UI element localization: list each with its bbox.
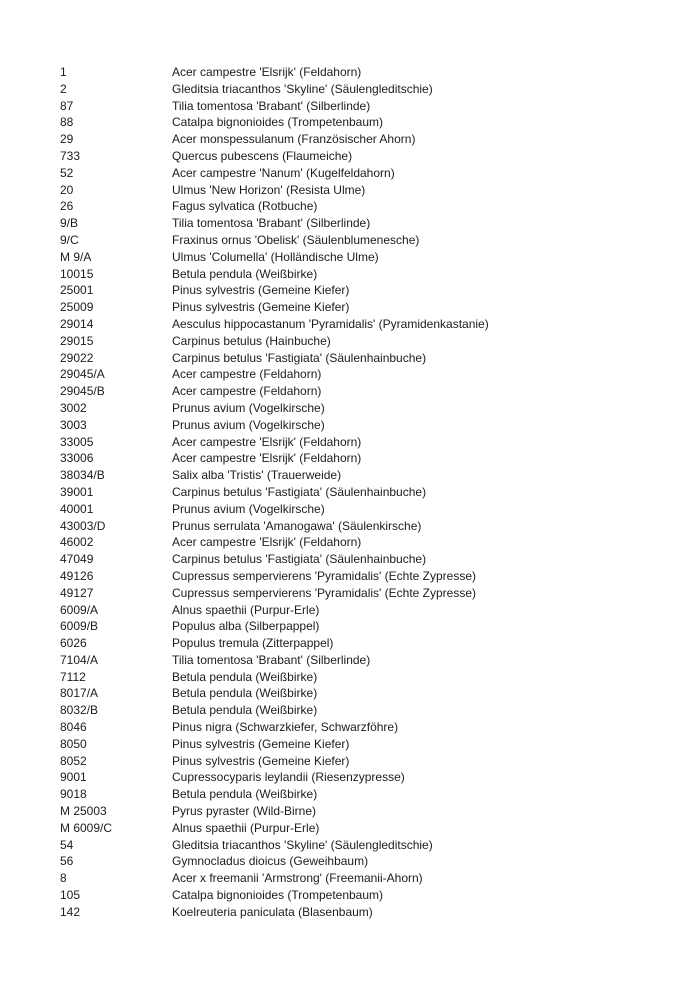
tree-id-label: 29 [60, 132, 74, 147]
tree-species-label: Acer monspessulanum (Französischer Ahorn) [172, 132, 416, 147]
tree-list-row [60, 585, 680, 602]
tree-id-label: M 9/A [60, 249, 92, 264]
tree-list-row [60, 400, 680, 417]
tree-species-label: Ulmus 'Columella' (Holländische Ulme) [172, 249, 379, 264]
tree-species-label: Tilia tomentosa 'Brabant' (Silberlinde) [172, 216, 371, 231]
tree-id-label: 9/C [60, 232, 79, 247]
tree-id-label: 8046 [60, 720, 87, 735]
tree-species-label: Prunus avium (Vogelkirsche) [172, 501, 325, 516]
tree-species-label: Pyrus pyraster (Wild-Birne) [172, 804, 317, 819]
tree-id-label: 49126 [60, 568, 94, 583]
tree-id-label: 3003 [60, 417, 87, 432]
tree-id-label: 29022 [60, 350, 94, 365]
tree-id-label: 20 [60, 182, 74, 197]
tree-species-label: Gleditsia triacanthos 'Skyline' (Säulengleditschie) [172, 837, 433, 852]
tree-id-label: 88 [60, 115, 74, 130]
tree-species-label: Cupressocyparis leylandii (Riesenzypresse) [172, 770, 405, 785]
tree-id-label: 733 [60, 148, 81, 163]
tree-id-label: 33006 [60, 451, 94, 466]
tree-id-label: M 25003 [60, 804, 107, 819]
tree-id-label: 43003/D [60, 518, 106, 533]
tree-list-row [60, 64, 680, 81]
tree-species-label: Betula pendula (Weißbirke) [172, 266, 318, 281]
tree-species-label: Acer campestre (Feldahorn) [172, 367, 322, 382]
tree-list-row [60, 568, 680, 585]
tree-list-row [60, 333, 680, 350]
tree-list-row [60, 182, 680, 199]
tree-species-label: Koelreuteria paniculata (Blasenbaum) [172, 904, 373, 919]
tree-id-label: 3002 [60, 400, 87, 415]
tree-list-row [60, 215, 680, 232]
tree-id-label: 29015 [60, 333, 94, 348]
tree-id-label: 29045/A [60, 367, 105, 382]
tree-list-row [60, 518, 680, 535]
tree-list-row [60, 803, 680, 820]
tree-list-row [60, 249, 680, 266]
tree-list-row [60, 685, 680, 702]
tree-list-row [60, 417, 680, 434]
tree-species-label: Pinus sylvestris (Gemeine Kiefer) [172, 283, 350, 298]
tree-id-label: 8 [60, 871, 67, 886]
tree-id-label: 8050 [60, 736, 87, 751]
tree-species-label: Acer campestre (Feldahorn) [172, 384, 322, 399]
tree-list-row [60, 652, 680, 669]
tree-species-label: Fagus sylvatica (Rotbuche) [172, 199, 318, 214]
tree-list-row [60, 904, 680, 921]
tree-list-row [60, 350, 680, 367]
tree-list-row [60, 98, 680, 115]
tree-list-row [60, 81, 680, 98]
tree-id-label: 105 [60, 888, 81, 903]
tree-species-label: Carpinus betulus (Hainbuche) [172, 333, 331, 348]
tree-id-label: 10015 [60, 266, 94, 281]
tree-species-label: Catalpa bignonioides (Trompetenbaum) [172, 888, 384, 903]
tree-list-row [60, 366, 680, 383]
tree-list-row [60, 702, 680, 719]
tree-id-label: 26 [60, 199, 74, 214]
tree-species-label: Betula pendula (Weißbirke) [172, 787, 318, 802]
tree-id-label: 1 [60, 65, 67, 79]
tree-species-label: Salix alba 'Tristis' (Trauerweide) [172, 468, 342, 483]
tree-species-label: Carpinus betulus 'Fastigiata' (Säulenhainbuche) [172, 552, 427, 567]
tree-species-label: Carpinus betulus 'Fastigiata' (Säulenhainbuche) [172, 484, 427, 499]
tree-species-label: Quercus pubescens (Flaumeiche) [172, 148, 353, 163]
tree-id-label: M 6009/C [60, 820, 113, 835]
tree-id-label: 9/B [60, 216, 79, 231]
tree-id-label: 6009/A [60, 602, 99, 617]
tree-list-row [60, 769, 680, 786]
tree-id-label: 6026 [60, 636, 87, 651]
tree-species-label: Carpinus betulus 'Fastigiata' (Säulenhainbuche) [172, 350, 427, 365]
tree-species-label: Cupressus sempervierens 'Pyramidalis' (Echte Zypresse) [172, 568, 477, 583]
tree-id-label: 6009/B [60, 619, 99, 634]
tree-species-label: Pinus sylvestris (Gemeine Kiefer) [172, 736, 350, 751]
tree-list-row [60, 837, 680, 854]
tree-id-label: 29045/B [60, 384, 105, 399]
tree-species-label: Betula pendula (Weißbirke) [172, 669, 318, 684]
tree-list-row [60, 282, 680, 299]
tree-list-row [60, 198, 680, 215]
tree-species-label: Prunus serrulata 'Amanogawa' (Säulenkirsche) [172, 518, 422, 533]
tree-species-label: Prunus avium (Vogelkirsche) [172, 400, 325, 415]
tree-species-label: Aesculus hippocastanum 'Pyramidalis' (Pyramidenkastanie) [172, 316, 489, 331]
tree-list-row [60, 736, 680, 753]
tree-species-label: Pinus nigra (Schwarzkiefer, Schwarzföhre) [172, 720, 399, 735]
tree-list-row [60, 299, 680, 316]
tree-list [60, 64, 680, 921]
tree-list-row [60, 853, 680, 870]
tree-id-label: 2 [60, 81, 67, 96]
tree-species-label: Acer campestre 'Elsrijk' (Feldahorn) [172, 451, 362, 466]
tree-id-label: 9001 [60, 770, 87, 785]
tree-id-label: 54 [60, 837, 74, 852]
tree-list-row [60, 148, 680, 165]
tree-list-row [60, 450, 680, 467]
tree-species-label: Acer x freemanii 'Armstrong' (Freemanii-Ahorn) [172, 871, 423, 886]
tree-species-label: Acer campestre 'Elsrijk' (Feldahorn) [172, 535, 362, 550]
tree-list-row [60, 870, 680, 887]
tree-species-label: Catalpa bignonioides (Trompetenbaum) [172, 115, 384, 130]
tree-id-label: 56 [60, 854, 74, 869]
tree-id-label: 87 [60, 98, 74, 113]
tree-list-row [60, 551, 680, 568]
tree-species-label: Ulmus 'New Horizon' (Resista Ulme) [172, 182, 366, 197]
tree-id-label: 8032/B [60, 703, 99, 718]
tree-list-row [60, 635, 680, 652]
tree-id-label: 7112 [60, 669, 86, 684]
tree-species-label: Pinus sylvestris (Gemeine Kiefer) [172, 753, 350, 768]
tree-list-row [60, 114, 680, 131]
tree-list-row [60, 316, 680, 333]
tree-list-row [60, 820, 680, 837]
tree-species-label: Populus alba (Silberpappel) [172, 619, 320, 634]
tree-species-label: Acer campestre 'Elsrijk' (Feldahorn) [172, 65, 362, 79]
tree-list-row [60, 383, 680, 400]
tree-list-row [60, 602, 680, 619]
tree-list-row [60, 786, 680, 803]
tree-species-label: Pinus sylvestris (Gemeine Kiefer) [172, 300, 350, 315]
tree-species-label: Gymnocladus dioicus (Geweihbaum) [172, 854, 369, 869]
tree-species-label: Acer campestre 'Elsrijk' (Feldahorn) [172, 434, 362, 449]
tree-list-row [60, 887, 680, 904]
tree-list-row [60, 434, 680, 451]
tree-species-label: Betula pendula (Weißbirke) [172, 686, 318, 701]
tree-species-label: Alnus spaethii (Purpur-Erle) [172, 820, 320, 835]
tree-id-label: 8052 [60, 753, 87, 768]
tree-species-label: Betula pendula (Weißbirke) [172, 703, 318, 718]
tree-id-label: 39001 [60, 484, 94, 499]
tree-id-label: 7104/A [60, 652, 99, 667]
tree-list-row [60, 165, 680, 182]
tree-list-row [60, 232, 680, 249]
tree-id-label: 25001 [60, 283, 94, 298]
tree-species-label: Cupressus sempervierens 'Pyramidalis' (Echte Zypresse) [172, 585, 477, 600]
tree-id-label: 49127 [60, 585, 94, 600]
tree-species-label: Tilia tomentosa 'Brabant' (Silberlinde) [172, 652, 371, 667]
tree-species-label: Acer campestre 'Nanum' (Kugelfeldahorn) [172, 165, 395, 180]
tree-id-label: 38034/B [60, 468, 105, 483]
tree-id-label: 40001 [60, 501, 94, 516]
tree-species-label: Alnus spaethii (Purpur-Erle) [172, 602, 320, 617]
tree-id-label: 46002 [60, 535, 94, 550]
tree-list-row [60, 618, 680, 635]
tree-species-label: Populus tremula (Zitterpappel) [172, 636, 334, 651]
tree-id-label: 142 [60, 904, 81, 919]
tree-species-label: Gleditsia triacanthos 'Skyline' (Säulengleditschie) [172, 81, 433, 96]
tree-id-label: 8017/A [60, 686, 99, 701]
tree-species-label: Tilia tomentosa 'Brabant' (Silberlinde) [172, 98, 371, 113]
tree-species-label: Fraxinus ornus 'Obelisk' (Säulenblumenesche) [172, 232, 420, 247]
tree-id-label: 47049 [60, 552, 94, 567]
tree-id-label: 52 [60, 165, 74, 180]
tree-id-label: 29014 [60, 316, 94, 331]
tree-species-label: Prunus avium (Vogelkirsche) [172, 417, 325, 432]
tree-list-row [60, 669, 680, 686]
tree-list-row [60, 501, 680, 518]
tree-list-row [60, 534, 680, 551]
tree-list-row [60, 131, 680, 148]
tree-id-label: 25009 [60, 300, 94, 315]
tree-id-label: 9018 [60, 787, 87, 802]
tree-list-row [60, 753, 680, 770]
tree-list-row [60, 266, 680, 283]
tree-list-row [60, 719, 680, 736]
tree-list-row [60, 467, 680, 484]
tree-list-row [60, 484, 680, 501]
tree-id-label: 33005 [60, 434, 94, 449]
